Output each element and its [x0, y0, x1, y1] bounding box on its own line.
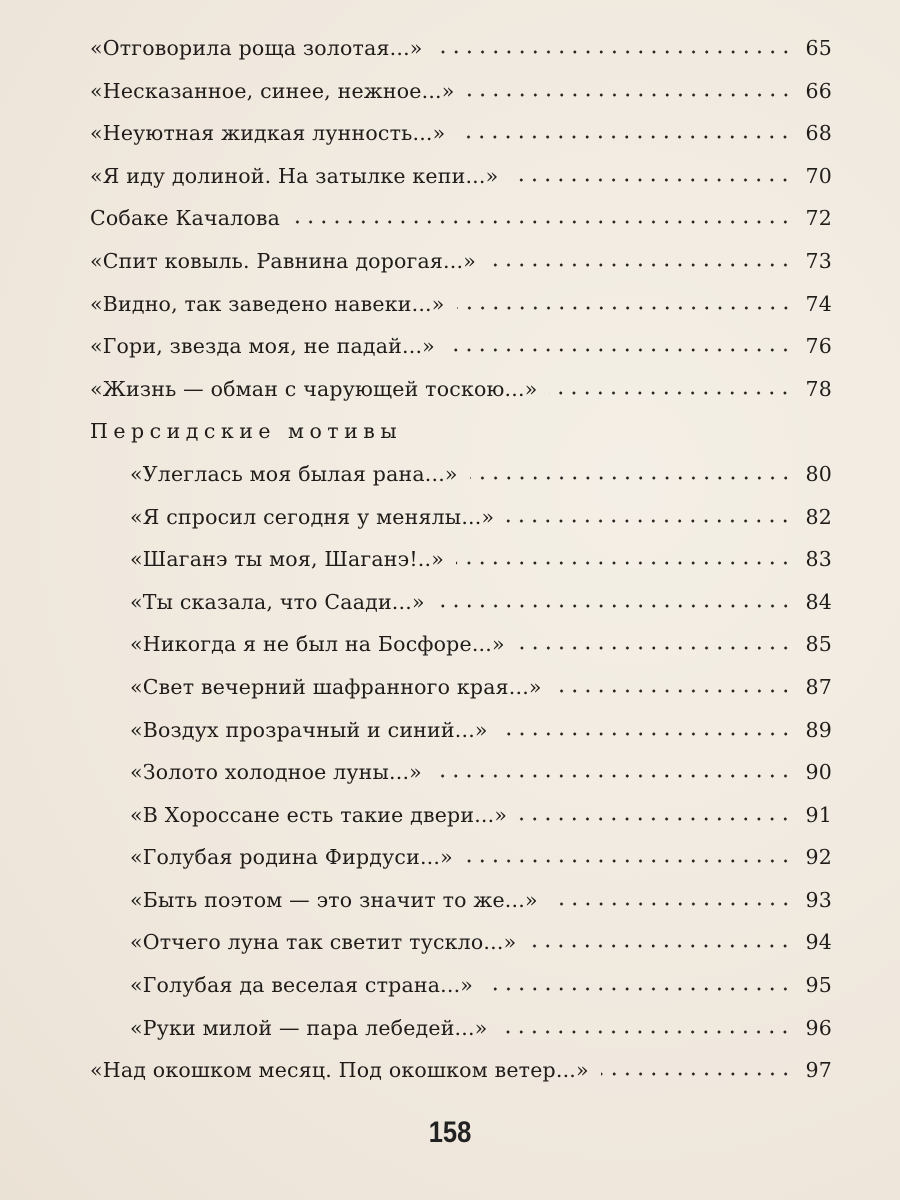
toc-entry-title: «Свет вечерний шафранного края...» — [130, 674, 542, 699]
table-of-contents — [90, 36, 832, 1101]
toc-entry — [90, 292, 832, 335]
dot-leader — [488, 263, 792, 267]
dot-leader — [467, 93, 793, 97]
toc-entry-page: 97 — [805, 1058, 832, 1083]
page-number: 158 — [428, 1116, 472, 1149]
toc-entry — [90, 547, 832, 590]
toc-entry-page: 65 — [805, 36, 832, 60]
toc-entry-title: «Видно, так заведено навеки...» — [90, 291, 445, 316]
toc-entry — [90, 334, 832, 377]
toc-entry-page: 94 — [805, 930, 832, 955]
toc-entry-page: 92 — [805, 845, 832, 870]
toc-entry — [90, 164, 832, 207]
toc-entry — [90, 377, 832, 420]
toc-entry-title: «В Хороссане есть такие двери...» — [130, 802, 508, 827]
toc-entry — [90, 206, 832, 249]
toc-entry-page: 73 — [805, 248, 832, 273]
toc-entry-title: «Улеглась моя былая рана...» — [130, 461, 458, 486]
toc-entry — [90, 930, 832, 973]
toc-entry — [90, 36, 832, 79]
toc-entry — [90, 462, 832, 505]
toc-entry — [90, 675, 832, 718]
dot-leader — [437, 604, 792, 608]
toc-entry-title: Персидские мотивы — [90, 419, 403, 444]
toc-entry-title: «Гори, звезда моя, не падай...» — [90, 334, 435, 359]
dot-leader — [549, 391, 792, 395]
toc-entry-title: «Голубая да веселая страна...» — [130, 973, 474, 998]
dot-leader — [519, 817, 792, 821]
toc-entry — [90, 760, 832, 803]
toc-entry-title: «Золото холодное луны...» — [130, 760, 422, 785]
toc-entry — [90, 121, 832, 164]
toc-entry — [90, 888, 832, 931]
toc-entry-title: Собаке Качалова — [90, 206, 281, 231]
toc-entry — [90, 1058, 832, 1101]
dot-leader — [470, 476, 792, 480]
dot-leader — [292, 220, 792, 224]
toc-entry-title: «Никогда я не был на Босфоре...» — [130, 632, 505, 657]
toc-entry — [90, 1016, 832, 1059]
toc-entry-page: 72 — [805, 206, 832, 231]
toc-entry-title: «Отговорила роща золотая...» — [90, 36, 423, 60]
dot-leader — [506, 519, 792, 523]
dot-leader — [601, 1072, 792, 1076]
toc-entry-page: 93 — [805, 887, 832, 912]
toc-entry-title: «Над окошком месяц. Под окошком ветер...» — [90, 1058, 589, 1083]
toc-entry-page: 87 — [805, 674, 832, 699]
toc-entry — [90, 973, 832, 1016]
toc-entry-page: 85 — [805, 632, 832, 657]
toc-entry-title: «Жизнь — обман с чарующей тоскою...» — [90, 376, 538, 401]
toc-entry-title: «Я спросил сегодня у менялы...» — [130, 504, 495, 529]
dot-leader — [499, 1030, 792, 1034]
toc-entry-page: 83 — [805, 547, 832, 572]
toc-entry-title: «Воздух прозрачный и синий...» — [130, 717, 488, 742]
toc-entry-page: 66 — [805, 78, 832, 103]
dot-leader — [447, 348, 792, 352]
dot-leader — [500, 732, 792, 736]
dot-leader — [434, 774, 792, 778]
toc-entry-title: «Руки милой — пара лебедей...» — [130, 1015, 488, 1040]
dot-leader — [485, 987, 792, 991]
dot-leader — [517, 646, 792, 650]
toc-entry — [90, 718, 832, 761]
toc-entry — [90, 632, 832, 675]
toc-entry-title: «Я иду долиной. На затылке кепи...» — [90, 163, 499, 188]
toc-entry-page: 74 — [805, 291, 832, 316]
toc-entry-page: 95 — [805, 973, 832, 998]
dot-leader — [554, 689, 792, 693]
toc-entry-title: «Несказанное, синее, нежное...» — [90, 78, 455, 103]
dot-leader — [550, 902, 792, 906]
toc-entry-page: 84 — [805, 589, 832, 614]
toc-section-heading — [90, 419, 832, 462]
toc-entry-page: 70 — [805, 163, 832, 188]
toc-entry-page: 68 — [805, 121, 832, 146]
toc-entry-page: 90 — [805, 760, 832, 785]
toc-entry-page: 82 — [805, 504, 832, 529]
toc-entry-page: 89 — [805, 717, 832, 742]
dot-leader — [456, 561, 792, 565]
dot-leader — [457, 306, 793, 310]
toc-entry — [90, 845, 832, 888]
dot-leader — [528, 944, 792, 948]
toc-entry-title: «Шаганэ ты моя, Шаганэ!..» — [130, 547, 444, 572]
toc-entry-page: 80 — [805, 461, 832, 486]
toc-entry-title: «Ты сказала, что Саади...» — [130, 589, 425, 614]
toc-entry-page: 96 — [805, 1015, 832, 1040]
dot-leader — [510, 178, 792, 182]
dot-leader — [457, 135, 792, 139]
toc-entry-title: «Быть поэтом — это значит то же...» — [130, 887, 538, 912]
toc-entry — [90, 590, 832, 633]
toc-entry — [90, 249, 832, 292]
toc-entry-title: «Спит ковыль. Равнина дорогая...» — [90, 248, 476, 273]
toc-entry-title: «Неуютная жидкая лунность...» — [90, 121, 446, 146]
toc-entry-title: «Голубая родина Фирдуси...» — [130, 845, 453, 870]
toc-entry — [90, 79, 832, 122]
toc-entry — [90, 505, 832, 548]
dot-leader — [435, 50, 792, 54]
dot-leader — [465, 859, 792, 863]
toc-entry-page: 78 — [805, 376, 832, 401]
toc-entry-page: 91 — [805, 802, 832, 827]
toc-entry — [90, 803, 832, 846]
toc-entry-title: «Отчего луна так светит тускло...» — [130, 930, 517, 955]
toc-entry-page: 76 — [805, 334, 832, 359]
